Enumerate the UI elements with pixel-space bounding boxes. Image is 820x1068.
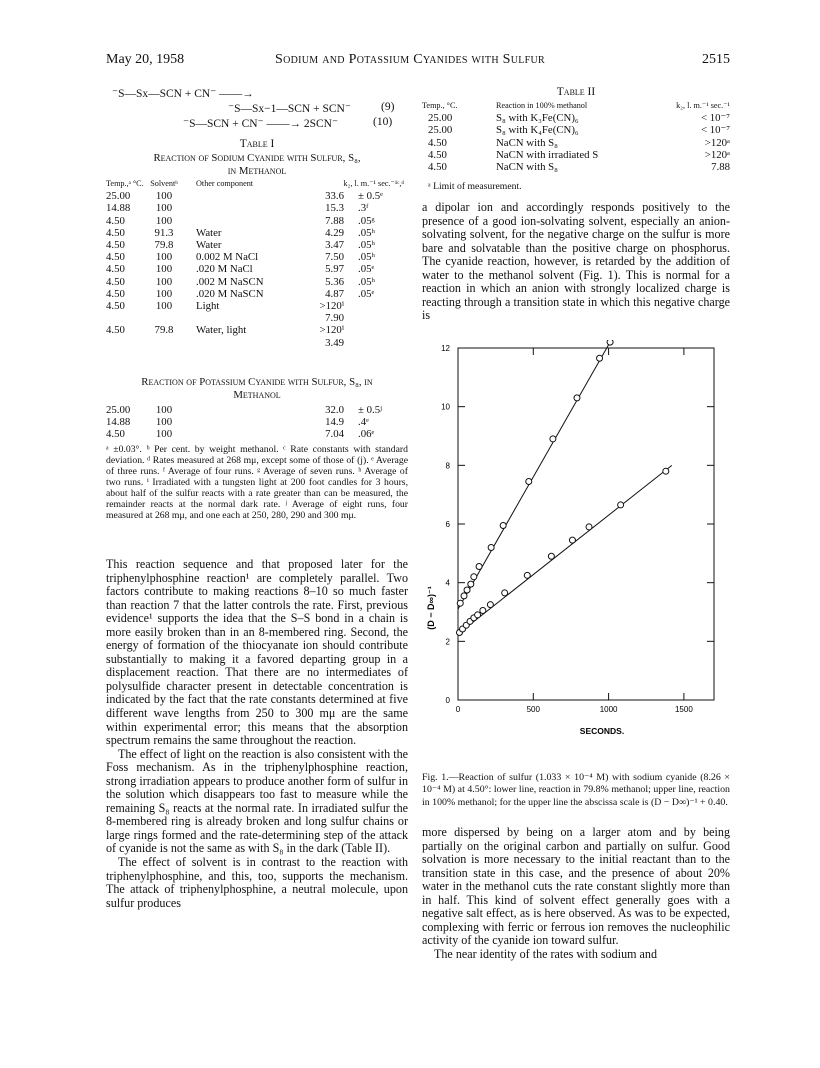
table-cell <box>350 312 408 324</box>
x-tick-label: 1500 <box>674 705 693 714</box>
table-cell <box>182 215 292 227</box>
right-body-text-bottom <box>422 826 730 961</box>
table-cell: 100 <box>155 404 173 416</box>
table-cell: NaCN with S₈ <box>496 161 558 174</box>
table-row <box>106 416 408 428</box>
table-row <box>106 239 408 251</box>
table-row <box>422 124 730 136</box>
table-cell <box>106 312 146 324</box>
table-cell: .05ʰ <box>358 251 375 264</box>
table-cell: 4.50 <box>428 148 447 161</box>
data-point <box>480 608 486 614</box>
data-point <box>526 478 532 484</box>
table-row <box>106 202 408 214</box>
table2-body <box>422 112 730 173</box>
table-cell: 100 <box>155 300 173 313</box>
table-row <box>106 263 408 275</box>
table-cell: 14.88 <box>106 416 131 429</box>
table-cell: 4.50 <box>106 324 125 337</box>
table-cell: Water <box>196 239 222 252</box>
data-point <box>524 572 530 578</box>
table-cell: 14.9 <box>325 416 344 429</box>
table-cell: 79.8 <box>154 324 174 337</box>
table-cell: 15.3 <box>325 202 344 215</box>
table-row <box>106 288 408 300</box>
table1-title-line2: in Methanol <box>227 165 287 177</box>
y-tick-label: 6 <box>445 520 450 529</box>
table-cell: 14.88 <box>106 202 131 215</box>
table-cell: 100 <box>155 416 173 429</box>
header-title: Sodium and Potassium Cyanides with Sulfur <box>274 52 546 67</box>
reaction-10-number: (10) <box>373 116 393 128</box>
table-cell <box>182 337 292 349</box>
table-cell <box>182 404 292 416</box>
table-row <box>106 300 408 312</box>
table-cell: 3.49 <box>325 336 344 349</box>
table1-potassium <box>106 404 408 441</box>
reaction-9: ⁻S—Sx−1—SCN + SCN⁻ <box>228 103 351 115</box>
page-number: 2515 <box>702 52 730 67</box>
table-cell: Water, light <box>196 324 247 337</box>
chart-x-axis-label: SECONDS. <box>579 726 625 736</box>
table-cell: 100 <box>155 287 173 300</box>
table-cell: 7.88 <box>711 161 730 174</box>
data-point <box>457 600 463 606</box>
y-tick-label: 4 <box>445 578 450 588</box>
table-cell <box>182 416 292 428</box>
y-tick-label: 2 <box>445 637 450 647</box>
table-cell <box>350 300 408 312</box>
table-cell: 7.04 <box>325 428 344 441</box>
table-row <box>422 137 730 149</box>
table-cell: .05ʰ <box>358 239 375 252</box>
table-row <box>106 324 408 336</box>
x-tick-label: 0 <box>455 705 461 714</box>
data-point <box>471 574 477 580</box>
table1-header-temp: Temp.,ᵃ °C. <box>106 179 144 188</box>
table-cell: 4.50 <box>106 239 125 252</box>
table-row <box>106 428 408 440</box>
table1-title: Reaction of Sodium Cyanide with Sulfur, S₈, <box>153 152 361 164</box>
table-row <box>106 312 408 324</box>
data-point <box>476 564 482 570</box>
table-cell <box>182 428 292 440</box>
table1-footnotes: ᵃ ±0.03°. ᵇ Per cent. by weight methanol. ᶜ Rate constants with standard deviation. ᵈ Rates measured at 268 mμ, except some of those of (j). ᵉ Average of three runs. ᶠ Average of four runs. ᵍ Average of seven runs. ʰ Average of two runs. ⁱ Irradiated with a tungsten light at 200 foot candles for 3 hours, about half of the sulfur reacts with a rate greater than can be measured, the remainder reacts at the normal dark rate. ʲ Average of eight runs, four measured at 268 mμ, and one each at 250, 280, 290 and 300 mμ. <box>106 444 408 521</box>
table-cell: 0.002 M NaCl <box>196 251 259 264</box>
table-cell: 100 <box>155 263 173 276</box>
reaction-8-left: ⁻S—Sx—SCN + CN⁻ ——→ <box>112 88 254 100</box>
y-tick-label: 8 <box>445 461 450 471</box>
table-cell: .05ᵍ <box>358 214 375 227</box>
table-cell: 100 <box>155 428 173 441</box>
table-cell: 4.50 <box>106 226 125 239</box>
right-paragraph-1: a dipolar ion and accordingly responds positively to the presence of a good ion-solvating solvent, especially an anion-solvating solvent, for the negative charge on the sulfur is more bare and solvatable than the positive charge on phosphorus. The cyanide reaction, however, is retarded by the addition of water to the methanol solvent (Fig. 1). This is normal for a reaction in which an anion with strongly localized charge is reacting through a transition state in which this negative charge is <box>422 200 730 323</box>
table-cell: 7.50 <box>325 251 344 264</box>
table-cell: 4.50 <box>106 263 125 276</box>
chart-fit-lines <box>458 342 672 634</box>
table-cell: 4.50 <box>106 287 125 300</box>
table-cell <box>146 337 182 349</box>
table-cell: .020 M NaCl <box>196 263 253 276</box>
table-cell: 33.6 <box>325 190 344 203</box>
table-cell: Light <box>196 300 220 313</box>
table-cell: NaCN with S₈ <box>496 136 558 149</box>
table-cell <box>146 312 182 324</box>
table-cell: 25.00 <box>428 112 453 125</box>
table1-label: Table I <box>239 138 275 150</box>
header-date: May 20, 1958 <box>106 52 185 67</box>
table-cell <box>182 202 292 214</box>
table-cell: >120ᵃ <box>704 148 730 161</box>
table1-body <box>106 190 408 349</box>
table-cell: 5.97 <box>325 263 344 276</box>
table-row <box>106 276 408 288</box>
table-cell: 4.50 <box>428 136 447 149</box>
table1-header-k2: k₂, l. m.⁻¹ sec.⁻¹ᶜ,ᵈ <box>343 179 404 188</box>
data-point <box>461 593 467 599</box>
table-cell: 4.50 <box>428 161 447 174</box>
table-cell: 5.36 <box>325 275 344 288</box>
table-row <box>422 161 730 173</box>
table-cell: .05ʰ <box>358 275 375 288</box>
table-cell: < 10⁻⁷ <box>700 112 730 125</box>
table-cell: 4.87 <box>325 287 344 300</box>
table-cell: >120ⁱ <box>319 324 344 337</box>
table1-subtitle-line2: Methanol <box>233 389 281 401</box>
table-cell: >120ⁱ <box>319 300 344 313</box>
data-point <box>569 537 575 543</box>
x-tick-label: 1000 <box>599 705 618 714</box>
table-cell: .4ᵉ <box>358 416 369 429</box>
table-cell: 3.47 <box>325 239 344 252</box>
table-cell: .05ᵉ <box>358 287 375 300</box>
data-point <box>663 468 669 474</box>
table-cell: 4.29 <box>325 226 344 239</box>
right-paragraph-3: The near identity of the rates with sodium and <box>434 946 658 961</box>
table-row <box>106 215 408 227</box>
table-row <box>422 149 730 161</box>
table-cell: 7.88 <box>325 214 344 227</box>
table1-potassium-body <box>106 404 408 441</box>
table2 <box>422 100 730 173</box>
y-tick-label: 10 <box>441 402 450 412</box>
reaction-9-number: (9) <box>381 101 395 113</box>
table-cell: 4.50 <box>106 251 125 264</box>
left-paragraph-3: The effect of solvent is in contrast to the reaction with triphenylphosphine, and this, too, supports the mechanism. The attack of triphenylphosphine, a neutral molecule, upon sulfur produces <box>106 855 408 910</box>
table-cell: S₈ with K₄Fe(CN)₆ <box>496 124 579 137</box>
table-cell: >120ᵃ <box>704 136 730 149</box>
table1-header-other: Other component <box>196 179 254 188</box>
left-paragraph-2: The effect of light on the reaction is also consistent with the Foss mechanism. As in the triphenylphosphine reaction, strong irradiation appears to produce another form of sulfur in the solution which disappears too fast to measure while the remaining S₈ reacts at the normal rate. In irradiated sulfur the 8-membered ring is already broken and long sulfur chains or large rings formed and the rate-determining step of the attack of cyanide is not the same as with S₈ in the dark (Table II). <box>106 746 408 856</box>
table-cell: .05ᵉ <box>358 263 375 276</box>
table-cell: < 10⁻⁷ <box>700 124 730 137</box>
table-cell: 32.0 <box>325 404 344 416</box>
table-cell: 79.8 <box>154 239 174 252</box>
table-cell: 100 <box>155 251 173 264</box>
data-point <box>502 590 508 596</box>
table2-header-k2: k₂, l. m.⁻¹ sec.⁻¹ <box>676 101 730 110</box>
table-cell: ± 0.5ʲ <box>358 404 382 416</box>
table-cell: 100 <box>155 214 173 227</box>
table-cell: NaCN with irradiated S <box>496 148 599 161</box>
table-row <box>106 404 408 416</box>
table-row <box>106 337 408 349</box>
data-point <box>487 602 493 608</box>
chart-points <box>457 340 669 636</box>
table-cell: S₈ with K₃Fe(CN)₆ <box>496 112 579 125</box>
table-row <box>106 227 408 239</box>
table-cell <box>350 324 408 336</box>
left-body-text <box>106 558 408 910</box>
left-paragraph-1: This reaction sequence and that proposed later for the triphenylphosphine reaction¹ are completely parallel. Two factors contribute to making reactions 8–10 so much faster than reaction 7 that the latter controls the rate. First, previous evidence¹ supports the idea that the S–S bond in a chain is more easily broken than in an 8-membered ring. Second, the energy of formation of the thiocyanate ion should contribute substantially to making it a favored departing group in a displacement reaction. That there are no intermediates of polysulfide character present in detectable concentration is indicated by the fact that the rate constants determined at five different wave lengths from 250 to 300 mμ are the same within experimental error; this means that the absorption spectrum remains the same throughout the reaction. <box>106 557 408 748</box>
data-point <box>488 544 494 550</box>
table-cell: 100 <box>155 275 173 288</box>
data-point <box>586 524 592 530</box>
table-cell: 25.00 <box>106 404 131 416</box>
data-point <box>500 522 506 528</box>
table2-label: Table II <box>556 86 596 98</box>
table-cell: .3ᶠ <box>358 202 369 215</box>
chart-axes <box>458 348 714 700</box>
table-cell: ± 0.5ᵉ <box>358 190 383 203</box>
figure-1-caption: Fig. 1.—Reaction of sulfur (1.033 × 10⁻⁴ M) with sodium cyanide (8.26 × 10⁻⁴ M) at 4.50°: lower line, reaction in 79.8% methanol; upper line, reaction in 100% methanol; for the upper line the abscissa scale is (D − D∞)⁻¹ + 0.40. <box>422 772 730 808</box>
data-point <box>550 436 556 442</box>
table-cell: 4.50 <box>106 214 125 227</box>
x-tick-label: 500 <box>526 705 540 714</box>
table-cell: .020 M NaSCN <box>196 287 264 300</box>
table-row <box>106 190 408 202</box>
chart-frame <box>458 348 714 700</box>
table-cell: 100 <box>155 202 173 215</box>
reaction-10: ⁻S—SCN + CN⁻ ——→ 2SCN⁻ <box>183 118 339 130</box>
table-cell <box>350 337 408 349</box>
table-cell: .002 M NaSCN <box>196 275 264 288</box>
right-paragraph-2: more dispersed by being on a larger atom and by being partially on the original carbon and partially on sulfur. Good solvation is more necessary to the initial reactant than to the transition state in this case, and the presence of about 20% water in the methanol cuts the rate constant slightly more than in half. This kind of solvent effect generally goes with a negative salt effect, as is here observed. As was to be expected, complexing with ferric or ferrous ion removes the nucleophilic activity of the cyanide ion toward sulfur. <box>422 825 730 948</box>
y-tick-label: 12 <box>441 344 450 353</box>
table-cell: 4.50 <box>106 428 125 441</box>
data-point <box>597 355 603 361</box>
table-cell: 91.3 <box>154 226 174 239</box>
table-cell <box>182 190 292 202</box>
figure-1-chart <box>422 340 730 740</box>
table-cell: .05ʰ <box>358 226 375 239</box>
table-cell <box>106 337 146 349</box>
data-point <box>548 553 554 559</box>
right-body-text-top <box>422 201 730 323</box>
data-point <box>475 612 481 618</box>
table-cell: 25.00 <box>428 124 453 137</box>
table-cell: Water <box>196 226 222 239</box>
table-cell: 4.50 <box>106 275 125 288</box>
table-cell: 25.00 <box>106 190 131 203</box>
table-row <box>422 112 730 124</box>
data-point <box>574 395 580 401</box>
data-point <box>618 502 624 508</box>
table2-footnote: ᵃ Limit of measurement. <box>428 181 522 192</box>
table2-header-temp: Temp., °C. <box>422 101 458 110</box>
table-row <box>106 251 408 263</box>
table1-subtitle: Reaction of Potassium Cyanide with Sulfur, S₈, in <box>141 376 373 388</box>
table-cell: 100 <box>155 190 173 203</box>
y-tick-label: 0 <box>445 696 450 705</box>
table1-header-solvent: Solventᵇ <box>150 179 178 188</box>
table2-header-reaction: Reaction in 100% methanol <box>496 101 588 110</box>
table-cell: .06ᵉ <box>358 428 375 441</box>
table-cell: 4.50 <box>106 300 125 313</box>
data-point <box>464 587 470 593</box>
table-cell <box>182 312 292 324</box>
table-cell: 7.90 <box>325 312 344 325</box>
data-point <box>468 581 474 587</box>
chart-y-axis-label: (D − D∞)⁻¹ <box>426 586 436 630</box>
table1 <box>106 178 408 349</box>
data-point <box>607 340 613 345</box>
